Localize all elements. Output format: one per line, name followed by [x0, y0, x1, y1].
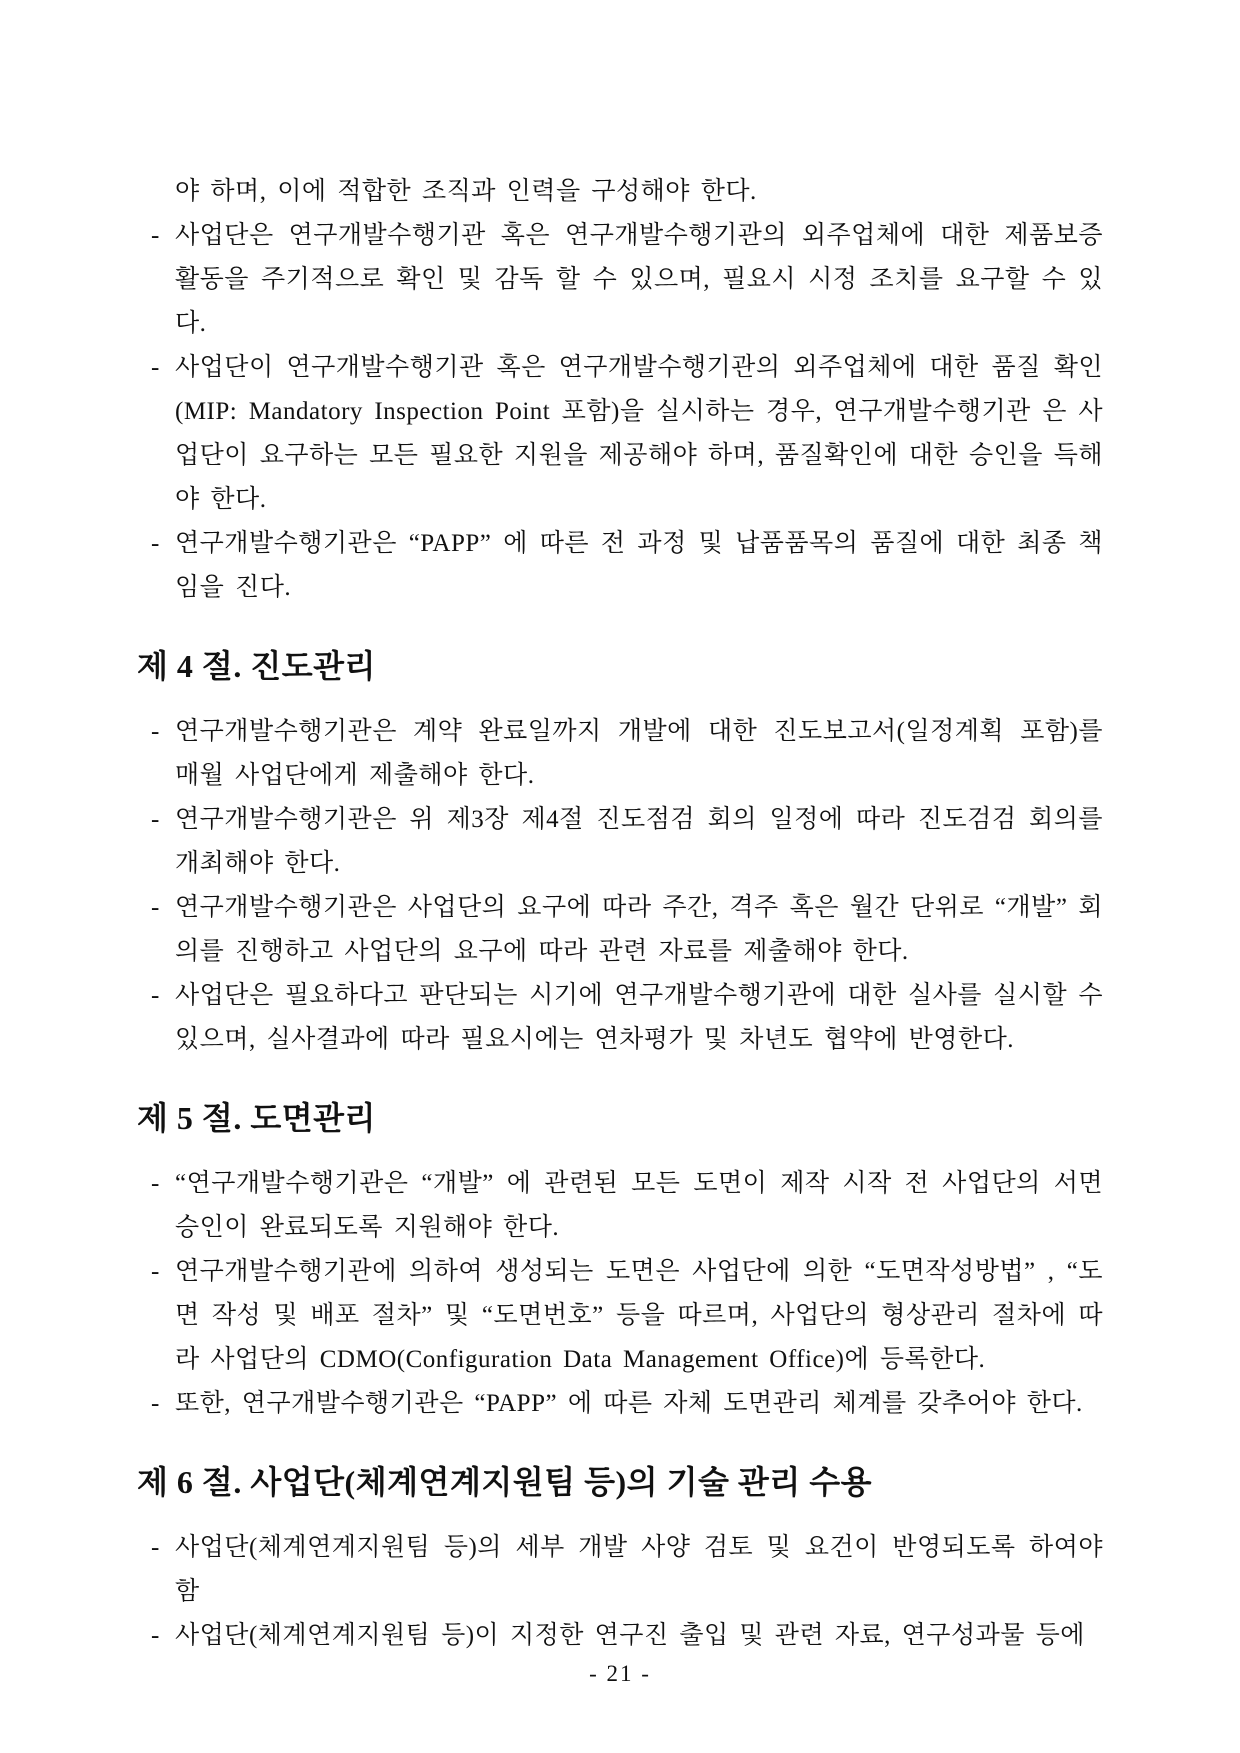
bullet-dash: - — [151, 354, 160, 381]
bullet-dash: - — [151, 530, 160, 557]
bullet-dash: - — [151, 1170, 160, 1197]
list-item — [137, 710, 1103, 798]
bullet-dash: - — [151, 1534, 160, 1561]
list-item — [137, 798, 1103, 886]
list-item-text: 연구개발수행기관은 계약 완료일까지 개발에 대한 진도보고서(일정계획 포함)를 매월 사업단에게 제출해야 한다. — [175, 718, 1103, 789]
list-item — [137, 886, 1103, 974]
list-item-text: 사업단은 필요하다고 판단되는 시기에 연구개발수행기관에 대한 실사를 실시할 수 있으며, 실사결과에 따라 필요시에는 연차평가 및 차년도 협약에 반영한다. — [175, 982, 1103, 1053]
list-item — [137, 1250, 1103, 1382]
section-4-bullet-list — [137, 710, 1103, 1062]
list-item-text: 연구개발수행기관은 사업단의 요구에 따라 주간, 격주 혹은 월간 단위로 “개발” 회의를 진행하고 사업단의 요구에 따라 관련 자료를 제출해야 한다. — [175, 894, 1103, 965]
bullet-dash: - — [151, 718, 160, 745]
list-item-text: 연구개발수행기관은 위 제3장 제4절 진도점검 회의 일정에 따라 진도검검 회의를 개최해야 한다. — [175, 806, 1103, 877]
list-item-text: 사업단이 연구개발수행기관 혹은 연구개발수행기관의 외주업체에 대한 품질 확인(MIP: Mandatory Inspection Point 포함)을 실시하는 경우, 연구개발수행기관 은 사업단이 요구하는 모든 필요한 지원을 제공해야 하며, 품질확인에 대한 승인을 득해야 한다. — [175, 354, 1103, 513]
list-item-text: 연구개발수행기관은 “PAPP” 에 따른 전 과정 및 납품품목의 품질에 대한 최종 책임을 진다. — [175, 530, 1103, 601]
section-6-heading: 제 6 절. 사업단(체계연계지원팀 등)의 기술 관리 수용 — [137, 1464, 873, 1500]
bullet-dash: - — [151, 1622, 160, 1649]
bullet-dash: - — [151, 806, 160, 833]
list-item-text: 또한, 연구개발수행기관은 “PAPP” 에 따른 자체 도면관리 체계를 갖추어야 한다. — [175, 1390, 1083, 1417]
intro-bullet-list — [137, 214, 1103, 610]
list-item-text: “연구개발수행기관은 “개발” 에 관련된 모든 도면이 제작 시작 전 사업단의 서면 승인이 완료되도록 지원해야 한다. — [175, 1170, 1103, 1241]
list-item-text: 사업단(체계연계지원팀 등)의 세부 개발 사양 검토 및 요건이 반영되도록 하여야 함 — [175, 1534, 1103, 1605]
intro-continuation-paragraph: 야 하며, 이에 적합한 조직과 인력을 구성해야 한다. — [175, 178, 757, 205]
section-5-heading: 제 5 절. 도면관리 — [137, 1100, 376, 1136]
bullet-dash: - — [151, 222, 160, 249]
section-5-bullet-list — [137, 1162, 1103, 1426]
list-item — [137, 1614, 1103, 1658]
section-6-bullet-list — [137, 1526, 1103, 1658]
list-item-text: 연구개발수행기관에 의하여 생성되는 도면은 사업단에 의한 “도면작성방법” , “도면 작성 및 배포 절차” 및 “도면번호” 등을 따르며, 사업단의 형상관리 절차에 따라 사업단의 CDMO(Configuration Data Management Office)에 등록한다. — [175, 1258, 1103, 1373]
list-item — [137, 522, 1103, 610]
list-item — [137, 1526, 1103, 1614]
bullet-dash: - — [151, 982, 160, 1009]
list-item — [137, 346, 1103, 522]
list-item — [137, 974, 1103, 1062]
bullet-dash: - — [151, 1390, 160, 1417]
section-4-heading: 제 4 절. 진도관리 — [137, 648, 376, 684]
bullet-dash: - — [151, 894, 160, 921]
list-item-text: 사업단은 연구개발수행기관 혹은 연구개발수행기관의 외주업체에 대한 제품보증 활동을 주기적으로 확인 및 감독 할 수 있으며, 필요시 시정 조치를 요구할 수 있다. — [175, 222, 1103, 337]
page-number: - 21 - — [589, 1661, 651, 1686]
list-item — [137, 1382, 1103, 1426]
list-item — [137, 1162, 1103, 1250]
list-item — [137, 214, 1103, 346]
list-item-text: 사업단(체계연계지원팀 등)이 지정한 연구진 출입 및 관련 자료, 연구성과물 등에 — [175, 1622, 1085, 1649]
bullet-dash: - — [151, 1258, 160, 1285]
